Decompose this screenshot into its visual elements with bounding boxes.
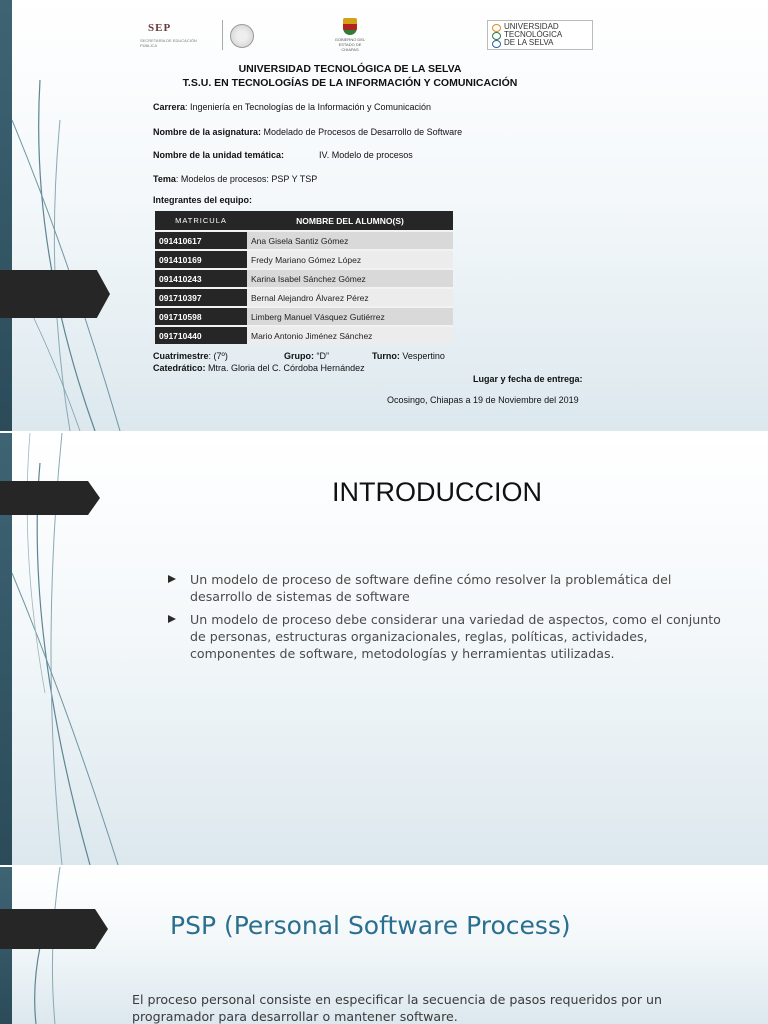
decorative-lines [0,0,140,431]
program-title: T.S.U. EN TECNOLOGÍAS DE LA INFORMACIÓN Y COMUNICACIÓN [182,77,518,89]
asignatura-value: Modelado de Procesos de Desarrollo de Software [261,127,463,137]
matricula-cell: 091410169 [155,250,247,269]
slide-cover [0,0,768,431]
matricula-header: MATRICULA [155,211,247,231]
university-title: UNIVERSIDAD TECNOLÓGICA DE LA SELVA [238,63,462,75]
arrow-tab [0,270,110,318]
matricula-cell: 091710440 [155,326,247,344]
uts-mark-icon [492,24,502,48]
integrantes-label: Integrantes del equipo: [153,195,253,205]
nombre-cell: Fredy Mariano Gómez López [247,250,453,269]
unidad-line [153,150,413,160]
table-row [155,307,453,326]
grupo-line [284,351,329,361]
sep-logo-subtitle: SECRETARÍA DE EDUCACIÓN PÚBLICA [140,38,197,48]
sep-logo-text: SEP [148,22,172,34]
nombre-cell: Limberg Manuel Vásquez Gutiérrez [247,307,453,326]
table-row [155,269,453,288]
catedratico-line [153,363,365,373]
cuatrimestre-value: : (7º) [208,351,228,361]
lugar-value: Ocosingo, Chiapas a 19 de Noviembre del 2019 [387,395,579,405]
nombre-cell: Bernal Alejandro Álvarez Pérez [247,288,453,307]
matricula-cell: 091710397 [155,288,247,307]
chiapas-logo [332,18,368,52]
nombre-cell: Karina Isabel Sánchez Gómez [247,269,453,288]
turno-line [372,351,445,361]
grupo-label: Grupo: [284,351,314,361]
matricula-cell: 091410243 [155,269,247,288]
chiapas-shield-icon [343,18,357,35]
unidad-label: Nombre de la unidad temática: [153,150,285,160]
uts-logo [487,20,593,50]
mexico-seal-icon [230,24,254,48]
carrera-label: Carrera [153,102,186,112]
slide-psp [0,867,768,1024]
carrera-line [153,102,431,112]
grupo-value: “D” [314,351,329,361]
tema-value: : Modelos de procesos: PSP Y TSP [175,174,318,184]
cuatrimestre-label: Cuatrimestre [153,351,209,361]
bullet-text: Un modelo de proceso de software define cómo resolver la problemática del desarrollo de sistemas de software [190,572,672,604]
bullet-arrow-icon [168,575,176,583]
turno-value: Vespertino [399,351,445,361]
table-row [155,250,453,269]
slide-title: PSP (Personal Software Process) [170,911,571,940]
asignatura-line [153,127,462,137]
catedratico-value: Mtra. Gloria del C. Córdoba Hernández [205,363,365,373]
integrantes-line [153,195,252,205]
sep-logo [134,20,266,50]
arrow-tab [0,481,100,515]
turno-label: Turno: [372,351,400,361]
uts-logo-line: UNIVERSIDAD [504,22,559,31]
bullet-arrow-icon [168,615,176,623]
list-item [168,611,728,662]
catedratico-label: Catedrático: [153,363,206,373]
nombre-cell: Ana Gisela Santiz Gómez [247,231,453,250]
bullet-list [168,571,728,668]
matricula-cell: 091710598 [155,307,247,326]
lugar-line [473,374,583,384]
slide-paragraph: El proceso personal consiste en especificar la secuencia de pasos requeridos por un programador para desarrollar o mantener software. [132,992,663,1024]
arrow-tab [0,909,108,949]
tema-label: Tema [153,174,176,184]
table-row [155,288,453,307]
table-row [155,326,453,344]
list-item [168,571,728,605]
matricula-cell: 091410617 [155,231,247,250]
uts-logo-line: DE LA SELVA [504,38,554,47]
carrera-value: : Ingeniería en Tecnologías de la Información y Comunicación [185,102,432,112]
lugar-label: Lugar y fecha de entrega: [473,374,583,384]
slide-introduccion [0,433,768,865]
unidad-value: IV. Modelo de procesos [319,150,413,160]
asignatura-label: Nombre de la asignatura: [153,127,262,137]
nombre-cell: Mario Antonio Jiménez Sánchez [247,326,453,344]
nombre-header: NOMBRE DEL ALUMNO(S) [247,211,453,231]
team-table [155,211,453,344]
bullet-text: Un modelo de proceso debe considerar una variedad de aspectos, como el conjunto de personas, estructuras organizacionales, reglas, políticas, actividades, componentes de software, metodologías y herramientas utilizadas. [190,612,721,661]
table-header-row [155,211,453,231]
uts-logo-line: TECNOLÓGICA [504,30,563,39]
chiapas-logo-caption: GOBIERNO DEL ESTADO DE CHIAPAS [334,37,366,52]
table-row [155,231,453,250]
cuatrimestre-line [153,351,228,361]
slide-title: INTRODUCCION [332,477,542,507]
tema-line [153,174,317,184]
